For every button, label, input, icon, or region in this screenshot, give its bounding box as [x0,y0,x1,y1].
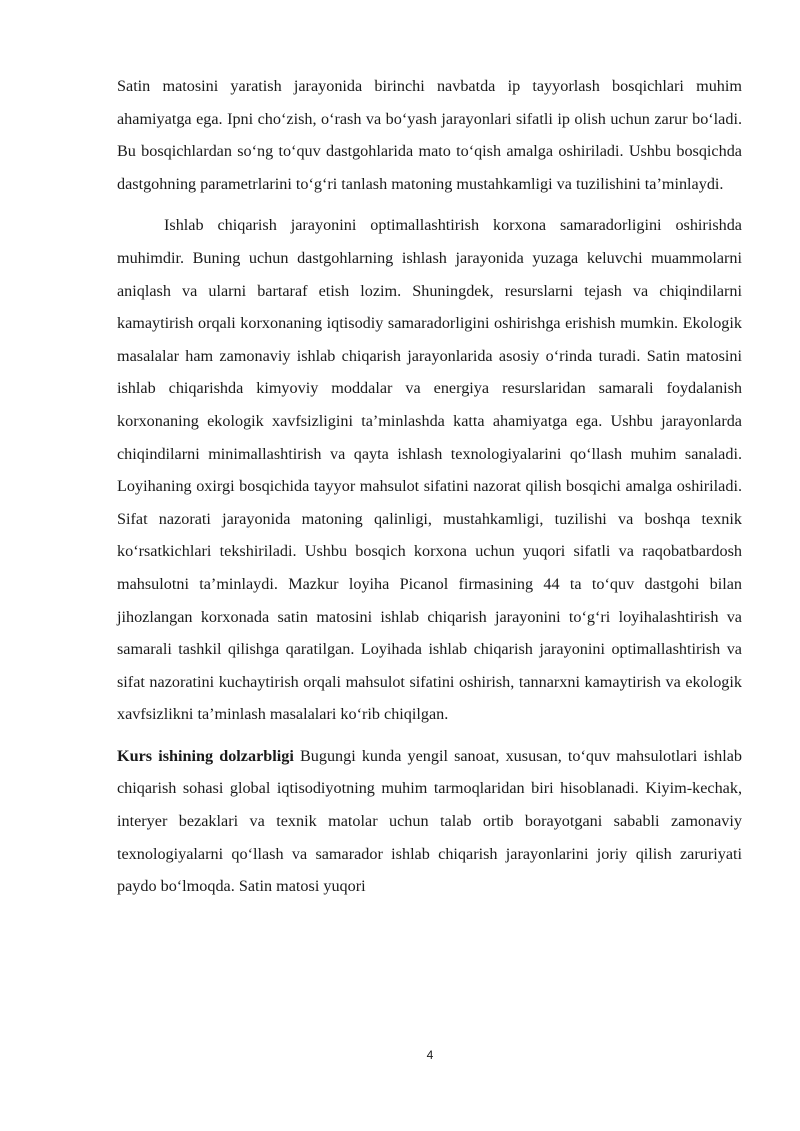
paragraph-1-text: Satin matosini yaratish jarayonida birinchi navbatda ip tayyorlash bosqichlari muhim ahamiyatga ega. Ipni cho‘zish, o‘rash va bo‘yash jarayonlari sifatli ip olish uchun zarur bo‘ladi. Bu bosqichlardan so‘ng to‘quv dastgohlarida mato to‘qish amalga oshiriladi. Ushbu bosqichda dastgohning parametrlarini to‘g‘ri tanlash matoning mustahkamligi va tuzilishini ta’minlaydi. [117,77,742,193]
page-number: 4 [426,1048,434,1062]
body-text [117,70,742,903]
paragraph-2-text: Ishlab chiqarish jarayonini optimallashtirish korxona samaradorligini oshirishda muhimdir. Buning uchun dastgohlarning ishlash jarayonida yuzaga keluvchi muammolarni aniqlash va ularni bartaraf etish lozim. Shuningdek, resurslarni tejash va chiqindilarni kamaytirish orqali korxonaning iqtisodiy samaradorligini oshirishga erishish mumkin. Ekologik masalalar ham zamonaviy ishlab chiqarish jarayonlarida asosiy o‘rinda turadi. Satin matosini ishlab chiqarishda kimyoviy moddalar va energiya resurslaridan samarali foydalanish korxonaning ekologik xavfsizligini ta’minlashda katta ahamiyatga ega. Ushbu jarayonlarda chiqindilarni minimallashtirish va qayta ishlash texnologiyalarini qo‘llash muhim sanaladi. Loyihaning oxirgi bosqichida tayyor mahsulot sifatini nazorat qilish bosqichi amalga oshiriladi. Sifat nazorati jarayonida matoning qalinligi, mustahkamligi, tuzilishi va boshqa texnik ko‘rsatkichlari tekshiriladi. Ushbu bosqich korxona uchun yuqori sifatli va raqobatbardosh mahsulotni ta’minlaydi. Mazkur loyiha Picanol firmasining 44 ta to‘quv dastgohi bilan jihozlangan korxonada satin matosini ishlab chiqarish jarayonini to‘g‘ri loyihalashtirish va samarali tashkil qilishga qaratilgan. Loyihada ishlab chiqarish jarayonini optimallashtirish va sifat nazoratini kuchaytirish orqali mahsulot sifatini oshirish, tannarxni kamaytirish va ekologik xavfsizlikni ta’minlash masalalari ko‘rib chiqilgan. [117,216,742,724]
paragraph-1 [117,70,742,200]
paragraph-3-text: Bugungi kunda yengil sanoat, xususan, to‘quv mahsulotlari ishlab chiqarish sohasi global iqtisodiyotning muhim tarmoqlaridan biri hisoblanadi. Kiyim-kechak, interyer bezaklari va texnik matolar uchun talab ortib borayotgani sababli zamonaviy texnologiyalarni qo‘llash va samarador ishlab chiqarish jarayonlarini joriy qilish zaruriyati paydo bo‘lmoqda. Satin matosi yuqori [117,746,742,896]
paragraph-2 [117,209,742,731]
section-heading-relevance: Kurs ishining dolzarbligi [117,746,294,765]
paragraph-3 [117,740,742,903]
